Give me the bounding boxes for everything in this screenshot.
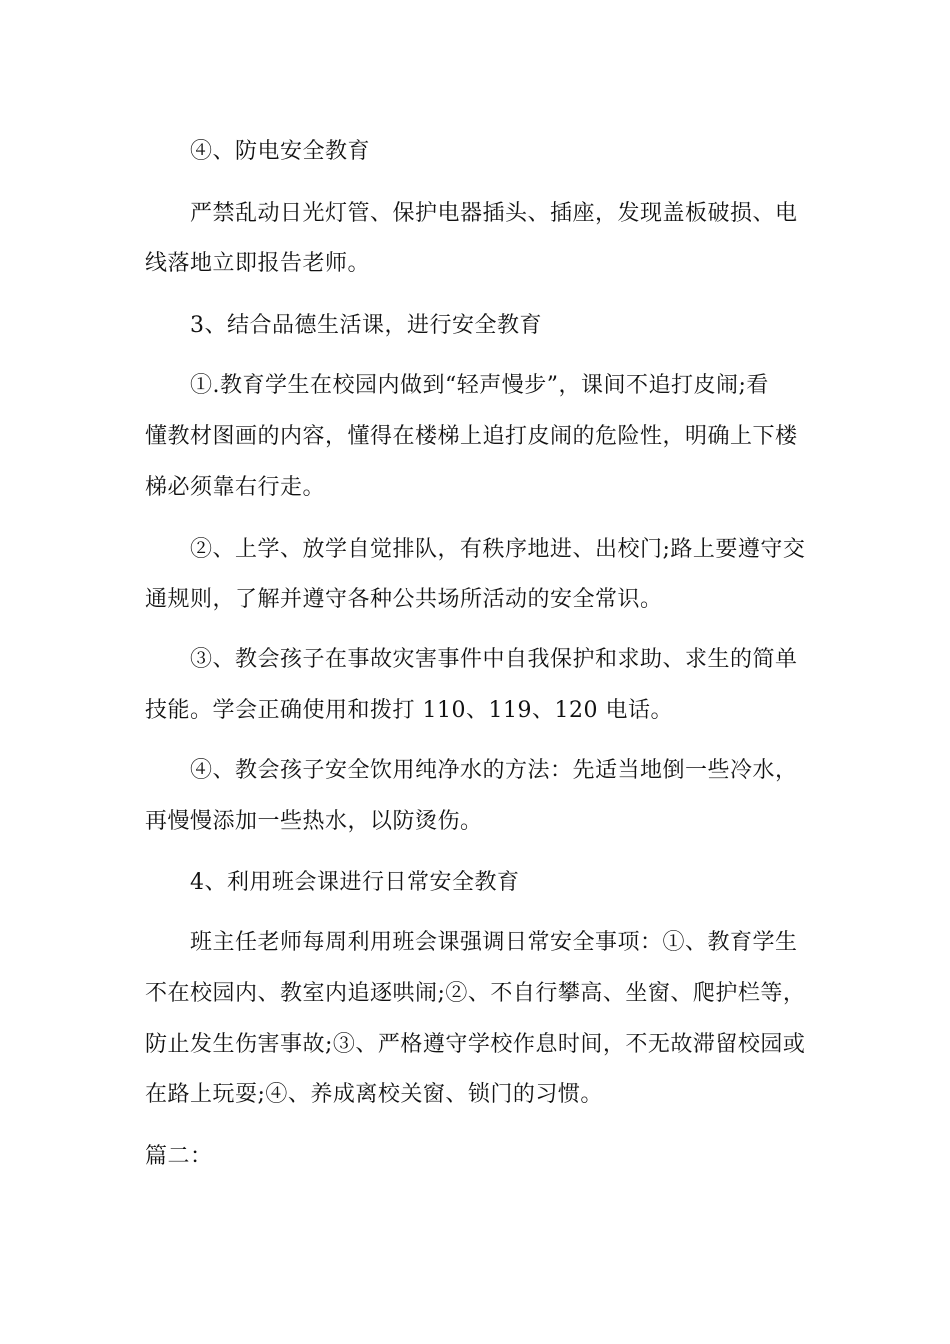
paragraph-line: 懂教材图画的内容，懂得在楼梯上追打皮闹的危险性，明确上下楼 bbox=[145, 424, 798, 449]
paragraph-line: 线落地立即报告老师。 bbox=[145, 251, 371, 276]
paragraph-line: 通规则，了解并遵守各种公共场所活动的安全常识。 bbox=[145, 587, 663, 612]
paragraph-line: 技能。学会正确使用和拨打 110、119、120 电话。 bbox=[145, 698, 673, 723]
paragraph-line: 防止发生伤害事故;③、严格遵守学校作息时间，不无故滞留校园或 bbox=[145, 1032, 806, 1057]
paragraph-line: ③、教会孩子在事故灾害事件中自我保护和求助、求生的简单 bbox=[190, 647, 798, 672]
paragraph-line: ②、上学、放学自觉排队，有秩序地进、出校门;路上要遵守交 bbox=[190, 537, 806, 562]
heading-electric-safety: ④、防电安全教育 bbox=[190, 139, 371, 164]
paragraph-line: 再慢慢添加一些热水，以防烫伤。 bbox=[145, 809, 483, 834]
paragraph-line: ①.教育学生在校园内做到“轻声慢步”，课间不追打皮闹;看 bbox=[190, 373, 769, 398]
paragraph-line: 在路上玩耍;④、养成离校关窗、锁门的习惯。 bbox=[145, 1082, 603, 1107]
heading-class-meeting: 4、利用班会课进行日常安全教育 bbox=[190, 870, 520, 895]
paragraph-line: 班主任老师每周利用班会课强调日常安全事项：①、教育学生 bbox=[190, 930, 798, 955]
section-heading-part-two: 篇二： bbox=[145, 1144, 213, 1169]
heading-moral-class: 3、结合品德生活课，进行安全教育 bbox=[190, 313, 542, 338]
paragraph-line: 严禁乱动日光灯管、保护电器插头、插座，发现盖板破损、电 bbox=[190, 201, 798, 226]
paragraph-line: 梯必须靠右行走。 bbox=[145, 475, 326, 500]
paragraph-line: ④、教会孩子安全饮用纯净水的方法：先适当地倒一些冷水， bbox=[190, 758, 798, 783]
paragraph-line: 不在校园内、教室内追逐哄闹;②、不自行攀高、坐窗、爬护栏等， bbox=[145, 981, 806, 1006]
